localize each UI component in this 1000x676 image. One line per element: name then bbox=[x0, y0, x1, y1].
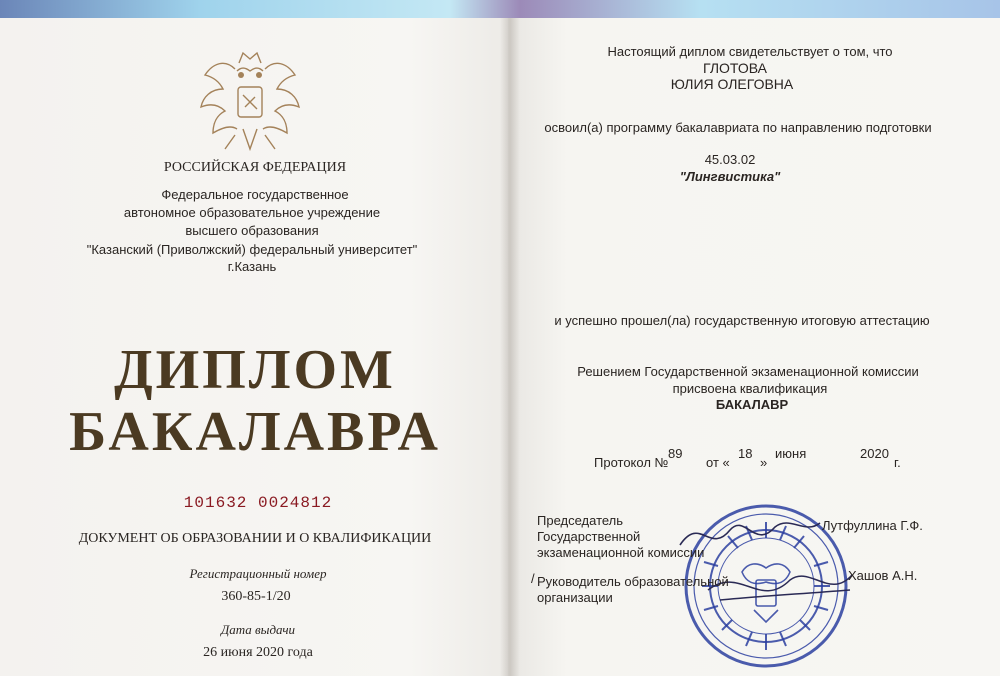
graduate-surname: ГЛОТОВА bbox=[703, 60, 767, 76]
page-fold bbox=[500, 18, 520, 676]
chair-name: Лутфуллина Г.Ф. bbox=[822, 518, 923, 533]
chair-title-line-2: Государственной bbox=[537, 529, 641, 544]
protocol-label: Протокол № bbox=[594, 455, 669, 470]
program-name: "Лингвистика" bbox=[679, 169, 781, 184]
org-line-2: автономное образовательное учреждение bbox=[123, 205, 381, 220]
program-code: 45.03.02 bbox=[704, 152, 756, 167]
org-line-3: высшего образования bbox=[185, 223, 319, 238]
qualification-assigned: присвоена квалификация bbox=[672, 381, 828, 396]
issue-date: 26 июня 2020 года bbox=[203, 645, 313, 660]
protocol-year: 2020 bbox=[860, 446, 889, 461]
program-text: освоил(а) программу бакалавриата по направлению подготовки bbox=[544, 120, 932, 135]
coat-of-arms-emblem bbox=[195, 45, 305, 160]
graduate-given-names: ЮЛИЯ ОЛЕГОВНА bbox=[670, 76, 794, 92]
head-name: Хашов А.Н. bbox=[848, 568, 918, 583]
protocol-year-suffix: г. bbox=[894, 455, 901, 470]
attestation-text: и успешно прошел(ла) государственную итоговую аттестацию bbox=[554, 313, 930, 328]
registration-label: Регистрационный номер bbox=[189, 566, 327, 581]
protocol-number: 89 bbox=[668, 446, 683, 461]
chair-title-line-3: экзаменационной комиссии bbox=[537, 545, 705, 560]
commission-decision: Решением Государственной экзаменационной комиссии bbox=[577, 364, 919, 379]
chair-title-line-1: Председатель bbox=[537, 513, 624, 528]
signature-mark: / bbox=[531, 571, 535, 586]
issue-date-label: Дата выдачи bbox=[220, 622, 296, 637]
serial-number: 101632 0024812 bbox=[183, 494, 333, 512]
org-line-1: Федеральное государственное bbox=[161, 187, 349, 202]
university-name: "Казанский (Приволжский) федеральный университет" bbox=[86, 242, 418, 257]
head-title-line-2: организации bbox=[537, 590, 613, 605]
protocol-day: 18 bbox=[738, 446, 753, 461]
head-title-line-1: Руководитель образовательной bbox=[537, 574, 729, 589]
protocol-quote-close: » bbox=[760, 455, 768, 470]
protocol-from-label: от « bbox=[706, 455, 730, 470]
diploma-subtitle: БАКАЛАВРА bbox=[69, 401, 441, 463]
protocol-month: июня bbox=[775, 446, 807, 461]
diploma-title: ДИПЛОМ bbox=[114, 339, 396, 401]
qualification: БАКАЛАВР bbox=[715, 397, 789, 412]
registration-number: 360-85-1/20 bbox=[221, 589, 291, 604]
city: г.Казань bbox=[227, 259, 277, 274]
country-name: РОССИЙСКАЯ ФЕДЕРАЦИЯ bbox=[163, 160, 347, 175]
intro-text: Настоящий диплом свидетельствует о том, что bbox=[607, 44, 893, 59]
document-type: ДОКУМЕНТ ОБ ОБРАЗОВАНИИ И О КВАЛИФИКАЦИИ bbox=[78, 531, 432, 546]
